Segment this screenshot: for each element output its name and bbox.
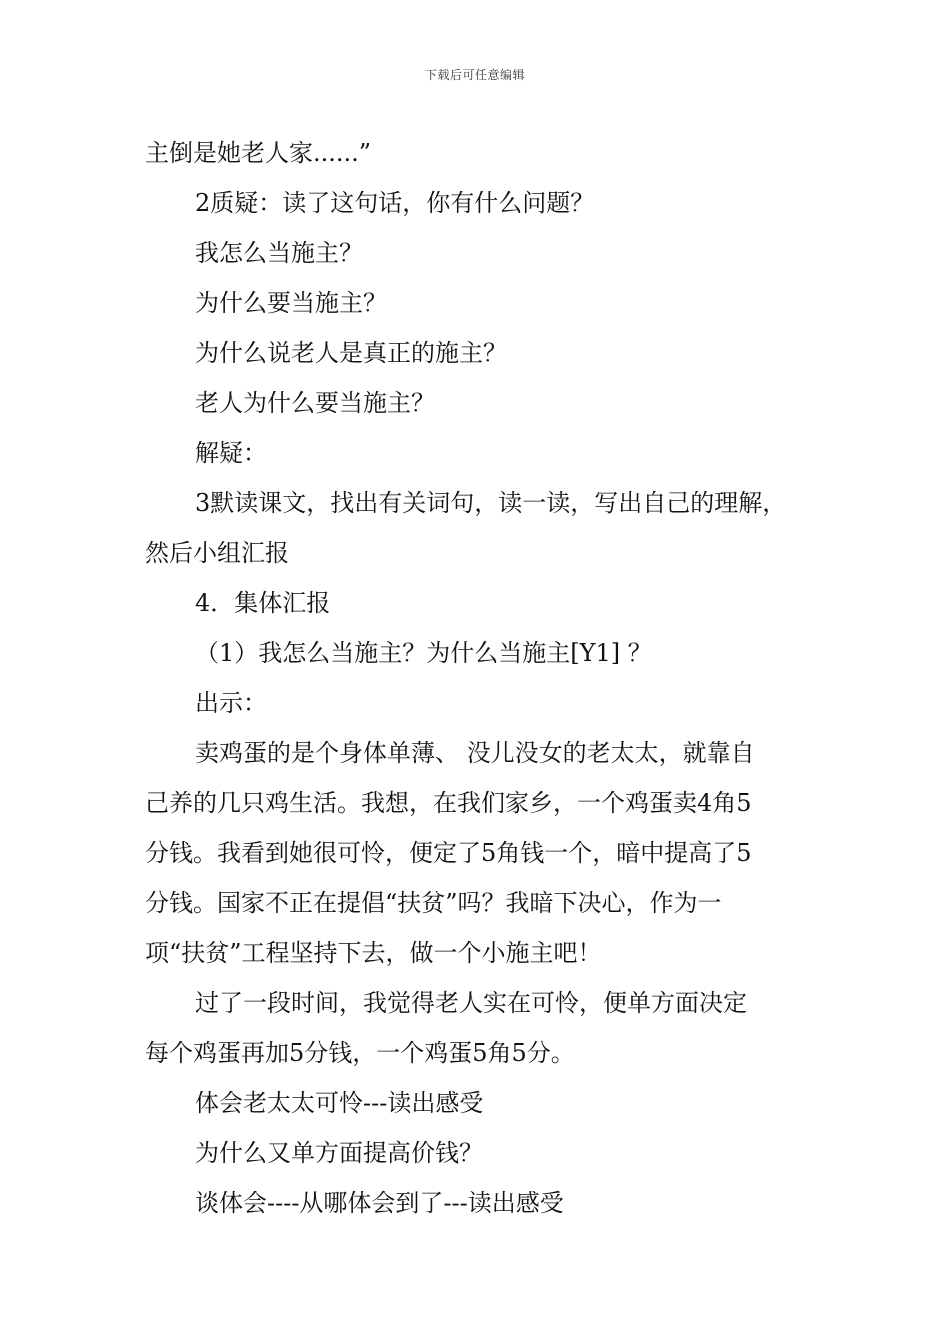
paragraph-line: 解疑： [195,439,267,467]
paragraph-line: 项“扶贫”工程坚持下去，做一个小施主吧！ [145,939,602,967]
paragraph-line: 为什么要当施主？ [195,289,387,317]
paragraph-line: 分钱。国家不正在提倡“扶贫”吗？我暗下决心，作为一 [145,889,722,917]
paragraph-line: 每个鸡蛋再加5分钱，一个鸡蛋5角5分。 [145,1039,575,1067]
paragraph-line: 为什么又单方面提高价钱？ [195,1139,483,1167]
page-header: 下载后可任意编辑 [424,68,525,82]
paragraph-line: 为什么说老人是真正的施主？ [195,339,507,367]
paragraph-line: 过了一段时间，我觉得老人实在可怜，便单方面决定 [195,989,747,1017]
paragraph-line: 谈体会----从哪体会到了---读出感受 [195,1189,564,1217]
paragraph-line: 2质疑：读了这句话，你有什么问题？ [195,189,595,217]
paragraph-line: 卖鸡蛋的是个身体单薄、 没儿没女的老太太，就靠自 [195,739,755,767]
paragraph-line: （1）我怎么当施主？为什么当施主[Y1] ？ [195,639,652,667]
paragraph-line: 4．集体汇报 [195,589,331,617]
paragraph-line: 体会老太太可怜---读出感受 [195,1089,484,1117]
paragraph-line: 然后小组汇报 [145,539,289,567]
paragraph-line: 分钱。我看到她很可怜，便定了5角钱一个，暗中提高了5 [145,839,752,867]
paragraph-line: 主倒是她老人家......” [145,139,372,167]
paragraph-line: 我怎么当施主？ [195,239,363,267]
document-body [145,128,835,1228]
paragraph-line: 出示： [195,689,267,717]
paragraph-line: 3默读课文，找出有关词句，读一读，写出自己的理解， [195,489,787,517]
paragraph-line: 老人为什么要当施主？ [195,389,435,417]
paragraph-line: 己养的几只鸡生活。我想，在我们家乡，一个鸡蛋卖4角5 [145,789,752,817]
